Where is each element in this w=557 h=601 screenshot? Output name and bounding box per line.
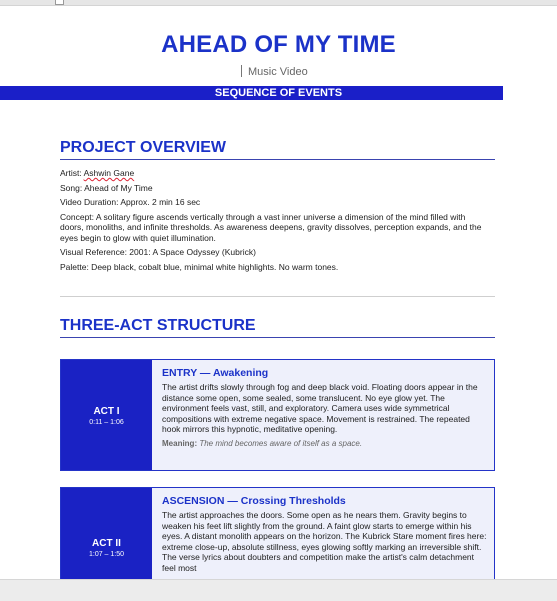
sequence-banner-label: SEQUENCE OF EVENTS xyxy=(214,87,343,99)
section-divider xyxy=(60,296,495,297)
act-timecode: 0:11 – 1:06 xyxy=(89,419,124,426)
sequence-of-events-banner xyxy=(0,86,557,100)
subtitle-text: Music Video xyxy=(248,66,308,78)
act-content xyxy=(162,495,487,573)
artist-name: Ashwin Gane xyxy=(83,168,135,178)
act-content xyxy=(162,367,487,448)
act-timecode: 1:07 – 1:50 xyxy=(88,551,125,558)
act-label-panel xyxy=(61,360,152,470)
project-overview-heading: PROJECT OVERVIEW xyxy=(60,139,226,156)
concept-line: Concept: A solitary figure ascends vertically through a vast inner universe a dimension of the mind filled with doors, monoliths, and infinite thresholds. As awareness deepens, gravity dissolves, perception expands, and the eyes begin to glow with quiet illumination. xyxy=(60,211,482,243)
act-number: ACT I xyxy=(93,406,120,417)
page-title: AHEAD OF MY TIME xyxy=(161,31,396,58)
project-overview-body xyxy=(60,168,490,276)
subtitle-divider xyxy=(241,65,242,77)
act-heading: ENTRY — Awakening xyxy=(162,367,269,379)
act-heading: ASCENSION — Crossing Thresholds xyxy=(162,495,346,507)
act-description: The artist approaches the doors. Some open as he nears them. Gravity begins to weaken his feet lift slightly from the ground. A faint glow starts to emerge within his eyes. A distant monolith appears on the horizon. The Kubrick Stare moment fires here: extreme close-up, absolute stillness, eyes glowing softly marking an irreversible shift. The verse lyrics about doubters and competition make the artist's calm detachment feel most xyxy=(162,510,487,573)
three-act-structure-heading: THREE-ACT STRUCTURE xyxy=(60,317,256,334)
palette-line: Palette: Deep black, cobalt blue, minimal white highlights. No warm tones. xyxy=(60,261,339,272)
artist-line: Artist: Ashwin Gane xyxy=(60,168,135,178)
song-line: Song: Ahead of My Time xyxy=(60,182,153,193)
page-subtitle xyxy=(241,65,308,78)
banner-gap xyxy=(503,86,557,100)
act-number: ACT II xyxy=(92,538,121,549)
act-meaning: Meaning: The mind becomes aware of itself as a space. xyxy=(162,438,363,448)
project-overview-rule xyxy=(60,159,495,160)
visual-reference-line: Visual Reference: 2001: A Space Odyssey (Kubrick) xyxy=(60,247,256,257)
page-marker-icon xyxy=(55,0,64,5)
act-card xyxy=(60,359,495,471)
bottom-status-strip xyxy=(0,579,557,601)
three-act-structure-rule xyxy=(60,337,495,338)
top-toolbar-strip xyxy=(0,0,557,6)
act-description: The artist drifts slowly through fog and deep black void. Floating doors appear in the distance some open, some sealed, some translucent. No eye glow yet. The environment feels vast, still, and exploratory. Camera uses wide symmetrical compositions with extreme negative space. Movement is restrained. The repeated hook mirrors this hypnotic, meditative opening. xyxy=(162,382,478,434)
duration-line: Video Duration: Approx. 2 min 16 sec xyxy=(60,197,201,207)
